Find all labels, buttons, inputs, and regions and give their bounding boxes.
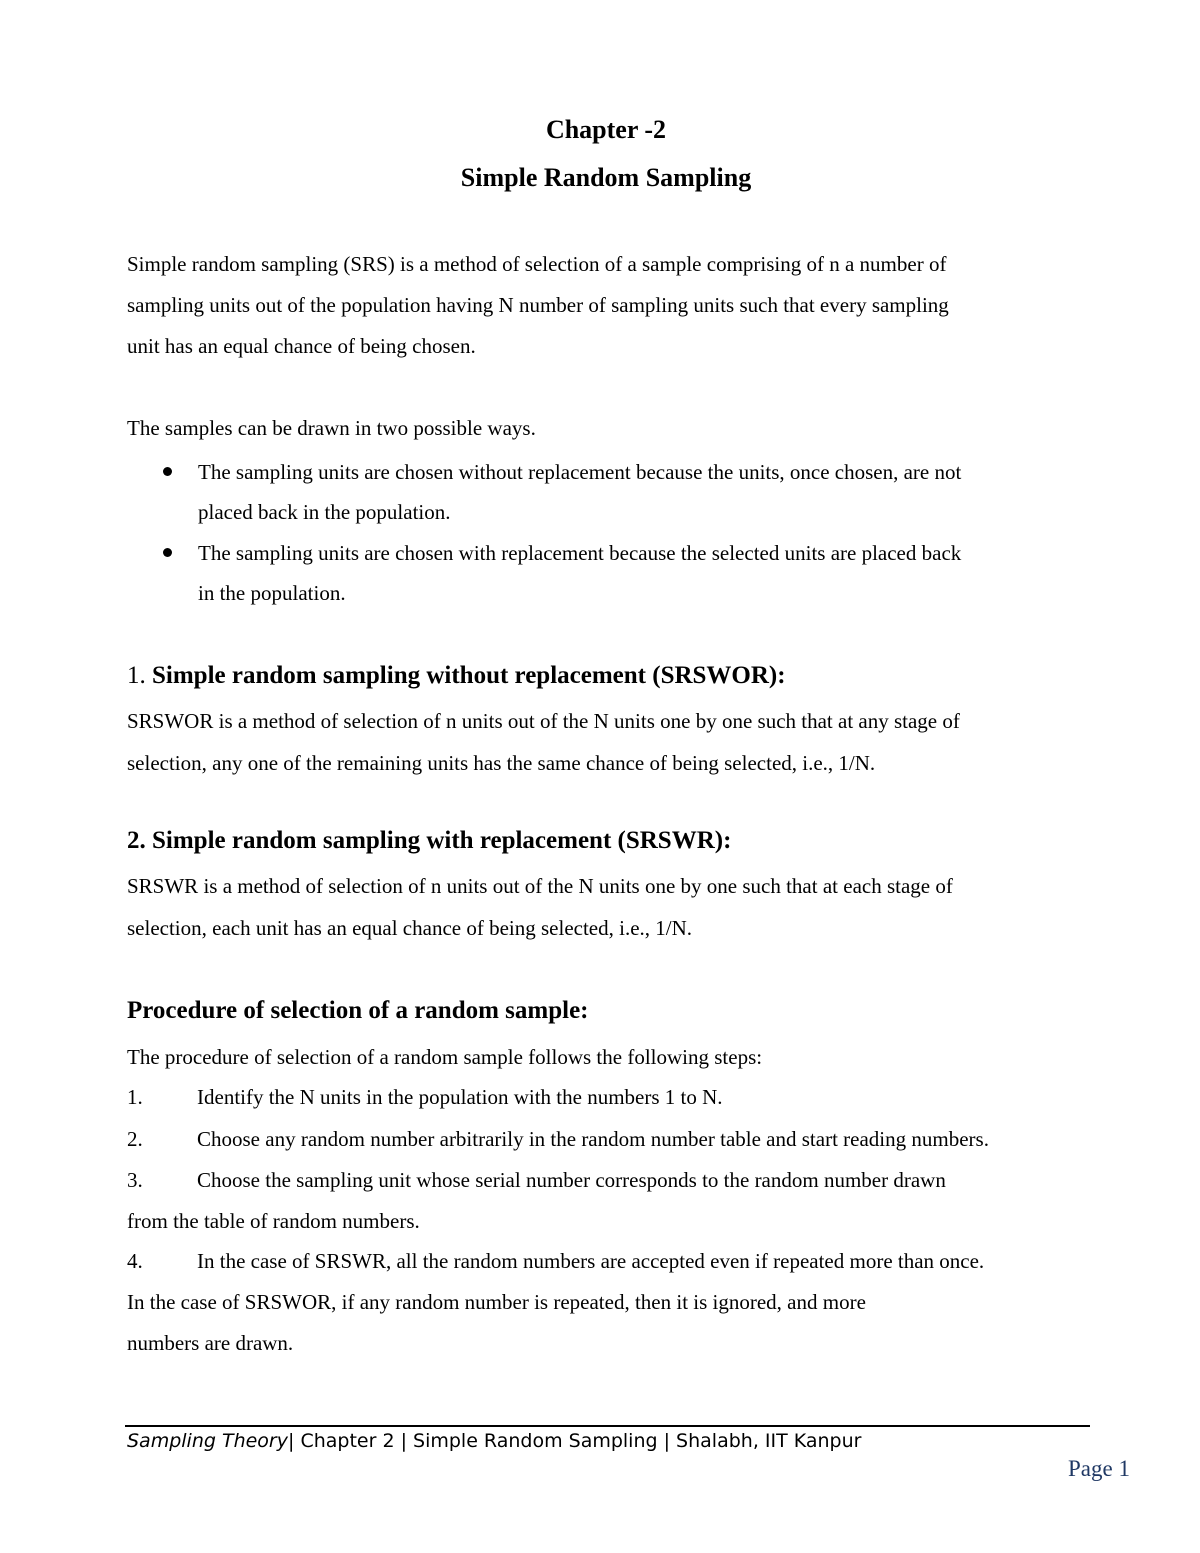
step-text: Choose any random number arbitrarily in the random number table and start reading numbers. bbox=[197, 1127, 989, 1151]
page-number: Page 1 bbox=[1068, 1456, 1130, 1481]
step-number: 2. bbox=[127, 1127, 143, 1151]
bullet-1-line-1: The sampling units are chosen without replacement because the units, once chosen, are not bbox=[198, 460, 962, 484]
procedure-heading: Procedure of selection of a random sample: bbox=[127, 997, 589, 1024]
srswr-line-2: selection, each unit has an equal chance of being selected, i.e., 1/N. bbox=[127, 916, 693, 940]
srswor-number: 1. bbox=[127, 662, 146, 689]
intro-line-3: unit has an equal chance of being chosen. bbox=[127, 334, 476, 358]
bullet-2-dot bbox=[163, 548, 172, 557]
footer-book-title: Sampling Theory bbox=[127, 1430, 288, 1452]
ways-lead: The samples can be drawn in two possible ways. bbox=[127, 416, 536, 440]
procedure-tail-1: In the case of SRSWOR, if any random number is repeated, then it is ignored, and more bbox=[127, 1290, 866, 1314]
bullet-1-line-2: placed back in the population. bbox=[198, 500, 451, 524]
bullet-1-dot bbox=[163, 467, 172, 476]
procedure-tail-2: numbers are drawn. bbox=[127, 1331, 294, 1355]
srswor-heading-text: Simple random sampling without replacement (SRSWOR): bbox=[152, 662, 786, 689]
srswor-heading bbox=[127, 662, 786, 690]
bullet-2-line-1: The sampling units are chosen with replacement because the selected units are placed back bbox=[198, 541, 962, 565]
srswor-line-1: SRSWOR is a method of selection of n units out of the N units one by one such that at any stage of bbox=[127, 709, 960, 733]
srswr-line-1: SRSWR is a method of selection of n units out of the N units one by one such that at each stage of bbox=[127, 874, 953, 898]
intro-line-2: sampling units out of the population having N number of sampling units such that every sampling bbox=[127, 293, 949, 317]
step-number: 4. bbox=[127, 1249, 143, 1273]
step-number: 3. bbox=[127, 1168, 143, 1192]
procedure-step bbox=[127, 1085, 1088, 1110]
srswor-line-2: selection, any one of the remaining units has the same chance of being selected, i.e., 1/N. bbox=[127, 751, 876, 775]
bullet-2-line-2: in the population. bbox=[198, 581, 346, 605]
step-text: In the case of SRSWR, all the random numbers are accepted even if repeated more than once. bbox=[197, 1249, 985, 1273]
footer bbox=[127, 1430, 861, 1452]
intro-line-1: Simple random sampling (SRS) is a method of selection of a sample comprising of n a number of bbox=[127, 252, 947, 276]
procedure-lead: The procedure of selection of a random sample follows the following steps: bbox=[127, 1045, 763, 1069]
step-text: Choose the sampling unit whose serial number corresponds to the random number drawn bbox=[197, 1168, 946, 1192]
procedure-step-continuation: from the table of random numbers. bbox=[127, 1209, 420, 1233]
chapter-number: Chapter -2 bbox=[545, 115, 667, 144]
srswr-heading: 2. Simple random sampling with replacement (SRSWR): bbox=[127, 827, 732, 854]
footer-rule bbox=[125, 1425, 1090, 1427]
procedure-step bbox=[127, 1168, 1088, 1193]
procedure-step bbox=[127, 1127, 1088, 1152]
footer-details: | Chapter 2 | Simple Random Sampling | Shalabh, IIT Kanpur bbox=[288, 1430, 862, 1452]
step-text: Identify the N units in the population with the numbers 1 to N. bbox=[197, 1085, 723, 1109]
procedure-step bbox=[127, 1249, 1088, 1274]
chapter-title: Simple Random Sampling bbox=[460, 163, 752, 192]
step-number: 1. bbox=[127, 1085, 143, 1109]
